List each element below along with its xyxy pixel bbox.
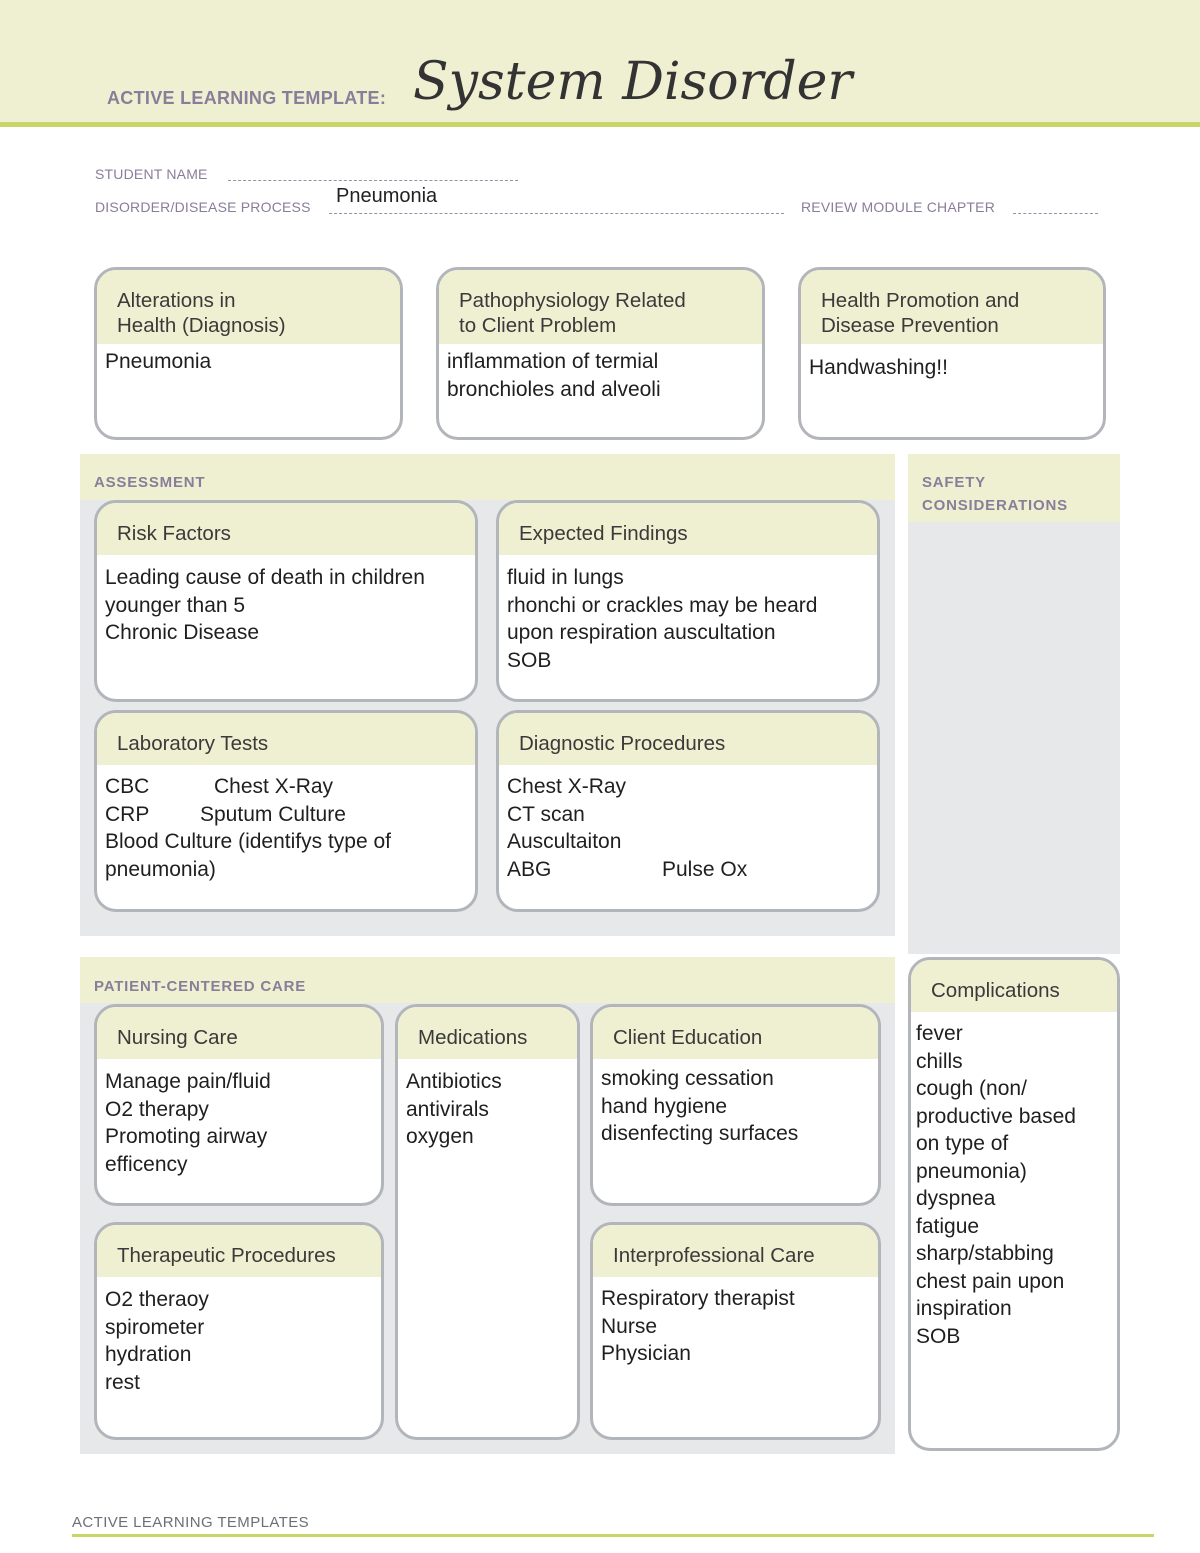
- health-promotion-box: [798, 267, 1106, 440]
- risk-factors-box: [94, 500, 478, 702]
- risk-factors-body: Leading cause of death in children younger than 5 Chronic Disease: [105, 566, 425, 644]
- medications-title: Medications: [398, 1007, 577, 1059]
- review-module-label: REVIEW MODULE CHAPTER: [801, 199, 995, 215]
- diagnostic-pulse-ox: Pulse Ox: [662, 857, 748, 881]
- assessment-label: ASSESSMENT: [94, 474, 206, 491]
- laboratory-tests-box: [94, 710, 478, 912]
- lab-test-chest-xray: Chest X-Ray: [214, 775, 334, 798]
- therapeutic-procedures-body: O2 theraoy spirometer hydration rest: [105, 1288, 209, 1394]
- student-name-label: STUDENT NAME: [95, 166, 208, 182]
- diagnostic-abg: ABG: [507, 857, 552, 881]
- complications-box: [908, 957, 1120, 1451]
- pathophysiology-title: Pathophysiology Related to Client Problem: [439, 270, 762, 344]
- laboratory-tests-title: Laboratory Tests: [97, 713, 475, 765]
- diagnostic-procedures-lines: Chest X-Ray CT scan Auscultaiton: [507, 775, 627, 853]
- therapeutic-procedures-title: Therapeutic Procedures: [97, 1225, 381, 1277]
- footer-divider: [72, 1534, 1154, 1537]
- health-promotion-title: Health Promotion and Disease Prevention: [801, 270, 1103, 344]
- alterations-box: [94, 267, 403, 440]
- nursing-care-body: Manage pain/fluid O2 therapy Promoting airway efficency: [105, 1070, 271, 1176]
- nursing-care-title: Nursing Care: [97, 1007, 381, 1059]
- therapeutic-procedures-box: [94, 1222, 384, 1440]
- patient-centered-care-label: PATIENT-CENTERED CARE: [94, 978, 307, 995]
- interprofessional-care-title: Interprofessional Care: [593, 1225, 878, 1277]
- expected-findings-title: Expected Findings: [499, 503, 877, 555]
- template-label: ACTIVE LEARNING TEMPLATE:: [107, 88, 387, 108]
- expected-findings-body: fluid in lungs rhonchi or crackles may be heard upon respiration auscultation SOB: [507, 566, 818, 672]
- lab-test-crp: CRP: [105, 802, 150, 826]
- pathophysiology-box: [436, 267, 765, 440]
- complications-title: Complications: [911, 960, 1117, 1012]
- risk-factors-title: Risk Factors: [97, 503, 475, 555]
- student-name-field[interactable]: [228, 180, 518, 181]
- disorder-value: Pneumonia: [336, 185, 438, 207]
- safety-considerations-label: SAFETY CONSIDERATIONS: [922, 474, 1068, 514]
- alterations-title: Alterations in Health (Diagnosis): [97, 270, 400, 344]
- health-promotion-body: Handwashing!!: [809, 356, 948, 379]
- lab-test-sputum-culture: Sputum Culture: [200, 802, 346, 826]
- review-module-field[interactable]: [1013, 213, 1098, 214]
- client-education-body: smoking cessation hand hygiene disenfecting surfaces: [601, 1067, 799, 1145]
- footer-label: ACTIVE LEARNING TEMPLATES: [72, 1514, 309, 1531]
- client-education-title: Client Education: [593, 1007, 878, 1059]
- alterations-body: Pneumonia: [105, 350, 212, 373]
- lab-test-blood-culture: Blood Culture (identifys type of pneumonia): [105, 830, 391, 881]
- diagnostic-procedures-title: Diagnostic Procedures: [499, 713, 877, 765]
- lab-test-cbc: CBC: [105, 775, 150, 798]
- nursing-care-box: [94, 1004, 384, 1206]
- header-divider: [0, 122, 1200, 127]
- diagnostic-procedures-box: [496, 710, 880, 912]
- template-title: System Disorder: [413, 52, 853, 112]
- safety-panel: [908, 454, 1120, 954]
- expected-findings-box: [496, 500, 880, 702]
- medications-body: Antibiotics antivirals oxygen: [406, 1070, 502, 1148]
- disorder-field[interactable]: [329, 213, 784, 214]
- medications-box: [395, 1004, 580, 1440]
- complications-body: fever chills cough (non/ productive based on type of pneumonia) dyspnea fatigue sharp/stabbing chest pain upon inspiration SOB: [916, 1022, 1076, 1348]
- interprofessional-care-box: [590, 1222, 881, 1440]
- interprofessional-care-body: Respiratory therapist Nurse Physician: [601, 1287, 795, 1365]
- diagnostic-procedures-body: [499, 765, 877, 883]
- client-education-box: [590, 1004, 881, 1206]
- disorder-label: DISORDER/DISEASE PROCESS: [95, 199, 311, 215]
- pathophysiology-body: inflammation of termial bronchioles and alveoli: [447, 350, 661, 401]
- laboratory-tests-body: [97, 765, 475, 883]
